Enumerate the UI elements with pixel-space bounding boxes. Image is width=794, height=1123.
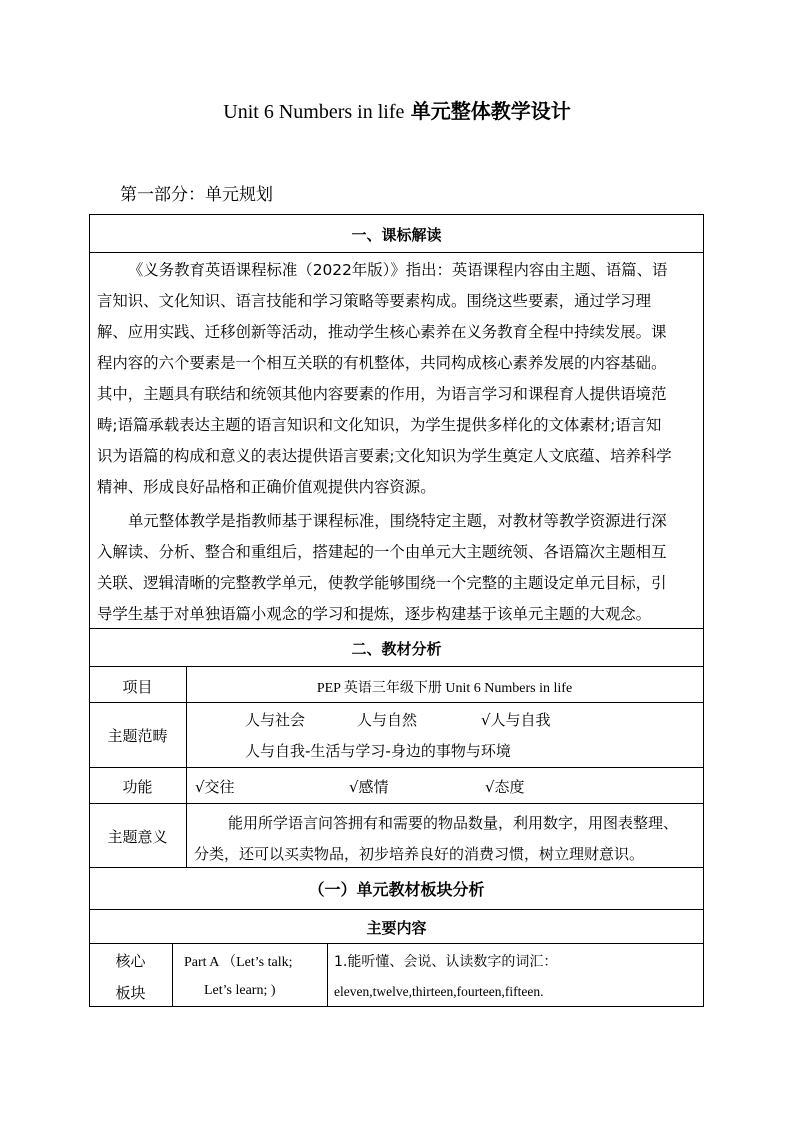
paragraph-line: 言知识、文化知识、语言技能和学习策略等要素构成。围绕这些要素，通过学习理	[97, 292, 652, 310]
paragraph-line: 导学生基于对单独语篇小观念的学习和提炼，逐步构建基于该单元主题的大观念。	[97, 605, 652, 623]
paragraph-line: 其中，主题具有联结和统领其他内容要素的作用，为语言学习和课程育人提供语境范	[97, 385, 667, 403]
theme-option-society: 人与社会	[245, 711, 306, 729]
meaning-label: 主题意义	[107, 828, 168, 846]
core-label-line: 板块	[115, 984, 146, 1002]
row-line	[89, 666, 704, 667]
row-line	[89, 767, 704, 768]
row-line	[89, 909, 704, 910]
theme-option-self: √人与自我	[481, 711, 551, 729]
theme-label: 主题范畴	[107, 727, 168, 745]
item-value: PEP 英语三年级下册 Unit 6 Numbers in life	[316, 681, 573, 696]
meaning-line: 分类，还可以买卖物品，初步培养良好的消费习惯，树立理财意识。	[194, 845, 645, 863]
row-line	[89, 252, 704, 253]
theme-detail: 人与自我-生活与学习-身边的事物与环境	[245, 742, 511, 760]
paragraph-line: 识为语篇的构成和意义的表达提供语言要素;文化知识为学生奠定人文底蕴、培养科学	[97, 447, 672, 465]
column-line	[172, 943, 173, 1006]
function-option-emotion: √感情	[349, 778, 389, 796]
part-label-line: Let’s learn; )	[204, 983, 276, 998]
curriculum-paragraph-1	[97, 255, 697, 503]
section-heading: 第一部分：单元规划	[120, 185, 273, 205]
paragraph-line: 解、应用实践、迁移创新等活动，推动学生核心素养在义务教育全程中持续发展。课	[97, 323, 667, 341]
row-line	[89, 803, 704, 804]
curriculum-paragraph-2	[97, 506, 697, 630]
column-line	[327, 943, 328, 1006]
document-title: Unit 6 Numbers in life 单元整体教学设计	[223, 99, 571, 123]
item-label: 项目	[122, 678, 153, 696]
meaning-line: 能用所学语言问答拥有和需要的物品数量，利用数字，用图表整理、	[228, 814, 679, 832]
row-line	[89, 867, 704, 868]
main-content-header: 主要内容	[366, 919, 427, 937]
textbook-analysis-header: 二、教材分析	[351, 640, 442, 658]
row-line	[89, 943, 704, 944]
paragraph-line: 关联、逻辑清晰的完整教学单元，使教学能够围绕一个完整的主题设定单元目标，引	[97, 574, 667, 592]
part-label-line: Part A （Let’s talk;	[184, 955, 293, 970]
paragraph-line: 入解读、分析、整合和重组后，搭建起的一个由单元大主题统领、各语篇次主题相互	[97, 543, 667, 561]
row-line	[89, 1006, 704, 1007]
theme-option-nature: 人与自然	[357, 711, 418, 729]
function-label: 功能	[122, 778, 153, 796]
curriculum-header: 一、课标解读	[351, 226, 442, 244]
paragraph-line: 畴;语篇承载表达主题的语言知识和文化知识，为学生提供多样化的文体素材;语言知	[97, 416, 662, 434]
row-line	[89, 702, 704, 703]
row-line	[89, 214, 704, 215]
paragraph-line: 程内容的六个要素是一个相互关联的有机整体，共同构成核心素养发展的内容基础。	[97, 354, 667, 372]
content-line: 1.能听懂、会说、认读数字的词汇：	[334, 954, 558, 970]
function-option-communication: √交往	[195, 778, 235, 796]
paragraph-line: 精神、形成良好品格和正确价值观提供内容资源。	[97, 478, 436, 496]
core-label-line: 核心	[115, 952, 146, 970]
function-option-attitude: √态度	[485, 778, 525, 796]
content-line: eleven,twelve,thirteen,fourteen,fifteen.	[334, 984, 544, 999]
paragraph-line: 单元整体教学是指教师基于课程标准，围绕特定主题，对教材等教学资源进行深	[128, 512, 667, 530]
paragraph-line: 《义务教育英语课程标准（2022年版）》指出：英语课程内容由主题、语篇、语	[128, 261, 668, 279]
module-analysis-header: （一）单元教材板块分析	[308, 880, 485, 899]
